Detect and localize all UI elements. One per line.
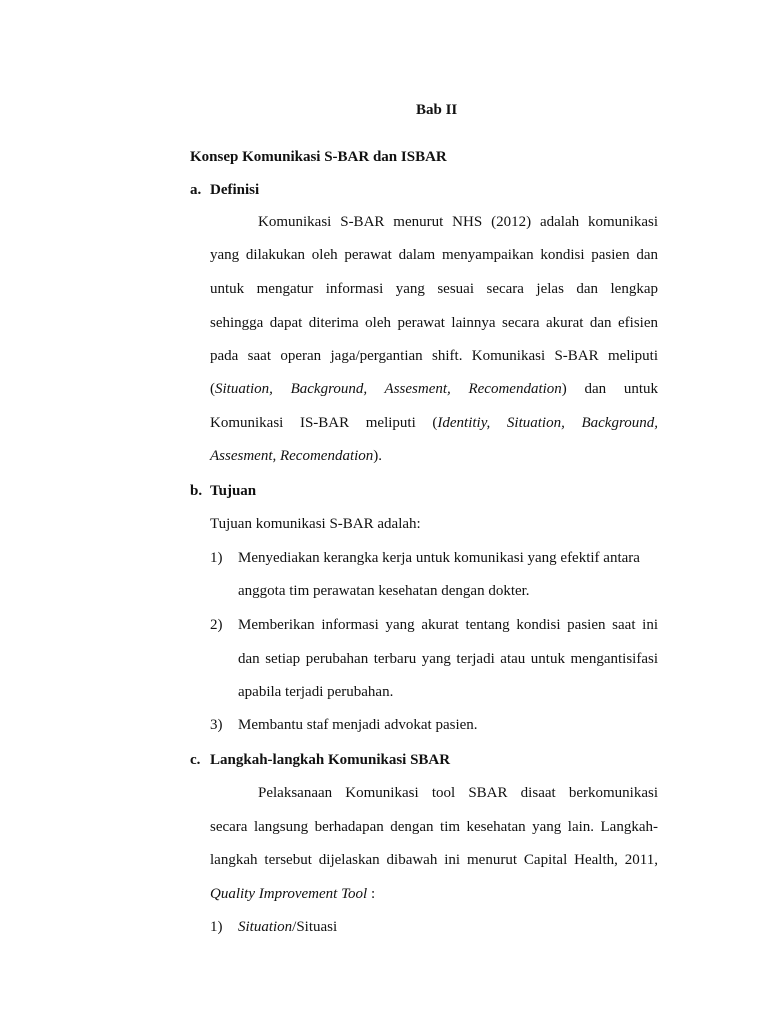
section-b-item-1-line-1: Menyediakan kerangka kerja untuk komunikasi yang efektif antara [238, 550, 640, 566]
section-c-line-4: Quality Improvement Tool : [210, 886, 376, 902]
section-a-letter: a. [190, 182, 202, 198]
section-c-item-1-italic: Situation [238, 919, 293, 935]
section-b-item-3-num: 3) [210, 717, 223, 733]
section-c-line-3: langkah tersebut dijelaskan dibawah ini menurut Capital Health, 2011, [210, 852, 658, 868]
section-c-heading: Langkah-langkah Komunikasi SBAR [210, 752, 451, 768]
document-title: Konsep Komunikasi S-BAR dan ISBAR [190, 149, 447, 165]
section-c-letter: c. [190, 752, 201, 768]
section-b-heading: Tujuan [210, 483, 257, 499]
section-a-line-3: untuk mengatur informasi yang sesuai secara jelas dan lengkap [210, 281, 658, 297]
section-a-line-1: Komunikasi S-BAR menurut NHS (2012) adalah komunikasi [258, 214, 658, 230]
section-b-item-2-num: 2) [210, 617, 223, 633]
section-b-item-2-line-2: dan setiap perubahan terbaru yang terjadi atau untuk mengantisifasi [238, 651, 658, 667]
section-a-line-7-italic: Identitiy, Situation, Background, [437, 415, 658, 431]
section-b-intro: Tujuan komunikasi S-BAR adalah: [210, 516, 421, 532]
section-a-line-5: pada saat operan jaga/pergantian shift. Komunikasi S-BAR meliputi [210, 348, 658, 364]
section-b-item-2-line-3: apabila terjadi perubahan. [238, 684, 394, 700]
section-c-line-1: Pelaksanaan Komunikasi tool SBAR disaat berkomunikasi [258, 785, 658, 801]
section-a-line-7: Komunikasi IS-BAR meliputi (Identitiy, Situation, Background, [210, 415, 658, 431]
section-a-line-8: Assesment, Recomendation). [210, 448, 383, 464]
section-a-line-8-italic: Assesment, Recomendation [210, 448, 374, 464]
section-a-heading: Definisi [210, 182, 260, 198]
section-b-letter: b. [190, 483, 203, 499]
section-a-line-6-italic: Situation, Background, Assesment, Recomendation [215, 381, 562, 397]
section-a-line-4: sehingga dapat diterima oleh perawat lainnya secara akurat dan efisien [210, 315, 658, 331]
section-b-item-1-line-2: anggota tim perawatan kesehatan dengan dokter. [238, 583, 530, 599]
section-b-item-1-num: 1) [210, 550, 223, 566]
section-c-item-1-num: 1) [210, 919, 223, 935]
section-b-item-2-line-1: Memberikan informasi yang akurat tentang kondisi pasien saat ini [238, 617, 658, 633]
section-c-line-2: secara langsung berhadapan dengan tim kesehatan yang lain. Langkah- [210, 819, 658, 835]
section-a-line-2: yang dilakukan oleh perawat dalam menyampaikan kondisi pasien dan [210, 247, 658, 263]
section-c-line-4-italic: Quality Improvement Tool [210, 886, 368, 902]
section-a-line-6: (Situation, Background, Assesment, Recomendation) dan untuk [210, 381, 659, 397]
section-c-item-1-line-1: Situation/Situasi [238, 919, 338, 935]
section-b-item-3-line-1: Membantu staf menjadi advokat pasien. [238, 717, 478, 733]
chapter-heading: Bab II [416, 102, 458, 118]
